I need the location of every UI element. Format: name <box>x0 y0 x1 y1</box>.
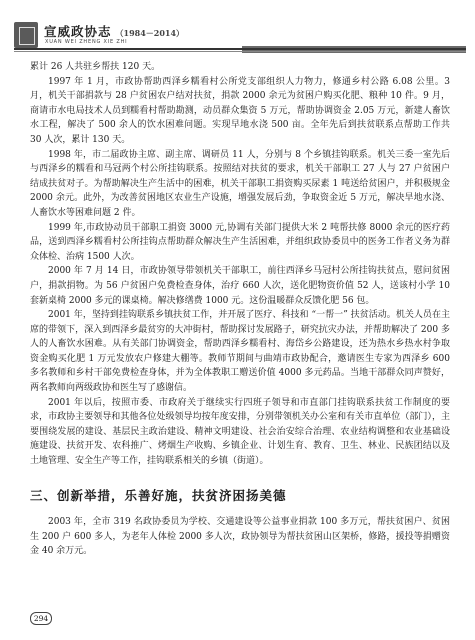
paragraph-7: 2001 年以后，按照市委、市政府关于继续实行四班子领导和市直部门挂钩联系扶贫工作制度的要求，市政协主要领导和其他各位处级领导均按年度安排，分别带领机关办公室和有关市直单位（部门），主要围绕发展的建设、基层民主政治建设、精神文明建设、社会治安综合治理、农业结构调整和农业基础设施建设、扶贫开发、农科推广、烤烟生产收购、乡镇企业、计划生育、教育、卫生、林业、民族团结以及土地管理、安全生产等工作，挂钩联系相关的乡镇（街道）。 <box>30 397 450 467</box>
paragraph-6: 2001 年，坚持到挂钩联系乡镇扶贫工作，并开展了医疗、科技和 “一帮一” 扶贫活动。机关人员在主席的带领下，深入到西泽乡最贫穷的大冲街村，帮助探讨发展路子，研究抗灾办法，并帮助解决了 200 多人的人畜饮水困难。从有关部门协调资金，帮助西泽乡糯看村、海岱乡公路建设，还为热水乡热水村争取资金购买化肥 1 万元发放农户修建大棚等。教师节期间与曲靖市政协配合，邀请医生专家为西泽乡 600 多名教师和乡村干部免费检查身体，并为全体教职工赠送价值 4000 多元药品。当地干部群众同声赞好，两名教师向两级政协和医生写了感谢信。 <box>30 310 450 394</box>
paragraph-5: 2000 年 7 月 14 日，市政协领导带领机关干部职工，前往西泽乡马冠村公所挂钩扶贫点，慰问贫困户，捐款捐物。为 56 户贫困户免费检查身体，治疗 660 人次，送化肥物资价值 52 人，送该村小学 10 套新桌椅 2000 多元的课桌椅。解决修缮费 1000 元。这份温暖群众反馈化肥 56 包。 <box>30 266 450 306</box>
paragraph-3: 1998 年，市二届政协主席、副主席、调研员 11 人，分别与 8 个乡镇挂钩联系。机关三委一室先后与西泽乡的糯看和马冠两个村公所挂钩联系。按照结对扶贫的要求，机关干部职工 27 人与 27 户贫困户结成扶贫对子。为帮助解决生产生活中的困难，机关干部职工捐资购买尿素 1 吨送给贫困户，并积极规金 2000 余元。此外，为改善贫困地区农业生产设施，增强发展后劲，争取资金近 5 万元，解决旱地水浇、人畜饮水等困难问题 2 件。 <box>30 149 450 218</box>
book-title-pinyin: XUAN WEI ZHENG XIE ZHI <box>45 39 128 45</box>
page-number: 294 <box>30 612 52 625</box>
paragraph-4: 1999 年,市政协动员干部职工捐资 3000 元,协调有关部门提供大米 2 吨帮扶修 8000 余元的医疗药品，送到西泽乡糯看村公所挂钩点帮助群众解决生产生活困难，并组织政协委员中的医务工作者义务为群众体检、治病 1500 人次。 <box>30 222 450 262</box>
book-years: （1984－2014） <box>115 28 185 38</box>
body-text <box>30 60 450 559</box>
paragraph-1: 累计 26 人共驻乡帮扶 120 天。 <box>30 62 161 72</box>
section-heading: 三、创新举措，乐善好施，扶贫济困扬美德 <box>30 487 287 503</box>
book-emblem-icon <box>14 22 38 48</box>
book-title: 宣威政协志 （1984－2014） <box>44 24 185 39</box>
paragraph-8: 2003 年，全市 319 名政协委员为学校、交通建设等公益事业捐款 100 多万元，帮扶贫困户、贫困生 200 户 600 多人，为老年人体检 2000 多人次，政协领导为帮扶贫困山区架桥，修路，援投等捐赠资金 40 余万元。 <box>30 517 450 557</box>
header-rule <box>14 48 466 50</box>
paragraph-2: 1997 年 1 月，市政协帮助西泽乡糯看村公所党支部组织人力物力，修通乡村公路 6.08 公里。3 月，机关干部捐款与 28 户贫困农户结对扶贫，捐款 2000 余元为贫困户购买化肥、粮种 10 件。9 月，商请市水电局技术人员到糯看村帮助勘测，动员群众集资 5 万元，帮助协调资金 2.05 万元，新建人畜饮水工程，解决了 500 余人的饮水困难问题。实现早地水浇 500 亩。全年先后到扶贫联系点帮助工作共 30 人次，累计 130 天。 <box>30 76 450 145</box>
header-rule-thin <box>14 51 466 52</box>
page-header <box>14 22 466 64</box>
